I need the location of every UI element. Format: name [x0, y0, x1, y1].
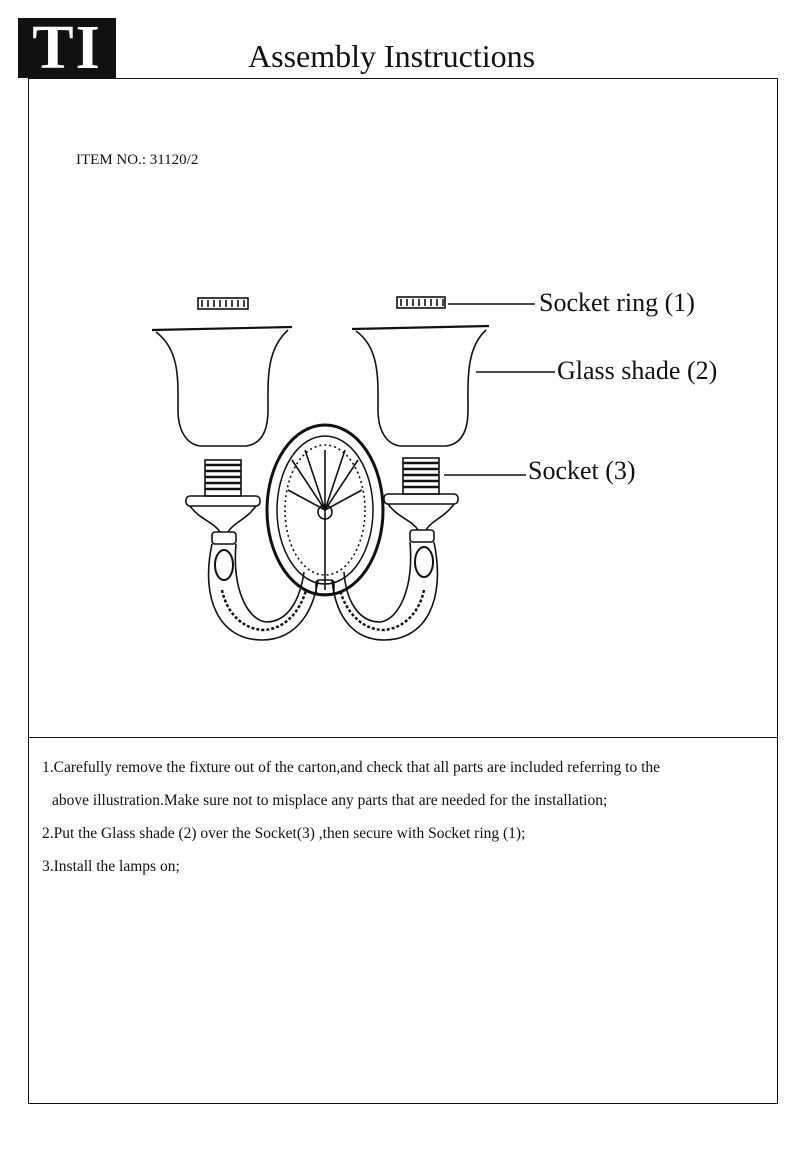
- item-number: ITEM NO.: 31120/2: [76, 152, 199, 168]
- glass-shade-right: [352, 326, 489, 446]
- socket-left: [186, 460, 260, 544]
- page-title: Assembly Instructions: [248, 38, 536, 74]
- socket-ring-right: [397, 297, 445, 308]
- instruction-step-1-line-2: above illustration.Make sure not to misplace any parts that are needed for the installation;: [52, 792, 608, 809]
- backplate: [267, 425, 383, 595]
- callout-socket-ring: Socket ring (1): [539, 288, 695, 317]
- instruction-step-3: 3.Install the lamps on;: [42, 858, 180, 875]
- brand-logo: TI: [18, 18, 116, 78]
- instruction-step-2: 2.Put the Glass shade (2) over the Socket(3) ,then secure with Socket ring (1);: [42, 825, 526, 842]
- socket-ring-left: [198, 298, 248, 309]
- arm-right: [332, 542, 437, 640]
- callout-glass-shade: Glass shade (2): [557, 356, 718, 385]
- arm-left: [209, 544, 318, 640]
- socket-right: [384, 458, 458, 542]
- glass-shade-left: [152, 327, 292, 446]
- callout-socket: Socket (3): [528, 456, 636, 485]
- instruction-step-1-line-1: 1.Carefully remove the fixture out of the carton,and check that all parts are included referring to the: [42, 759, 661, 776]
